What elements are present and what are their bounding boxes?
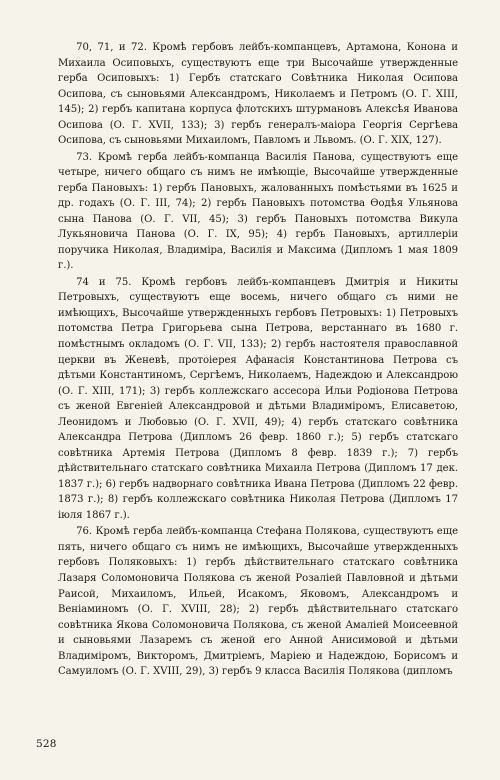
paragraph-osipovy: 70, 71, и 72. Кромѣ гербовъ лейбъ-компанцевъ, Артамона, Конона и Михаила Осиповыхъ, существуютъ еще три Высочайше утвержденные герба Осиповыхъ: 1) Гербъ статскаго Совѣтника Николая Осипова Осипова, съ сыновьями Александромъ, Николаемъ и Петромъ (О. Г. XIII, 145); 2) гербъ капитана корпуса флотскихъ штурмановъ Алексѣя Иванова Осипова (О. Г. XVII, 133); 3) гербъ генералъ-маіора Георгія Сергѣева Осипова, съ сыновьями Михаиломъ, Павломъ и Львомъ. (О. Г. XIX, 127). — [58, 42, 458, 147]
paragraph-polyakovy: 76. Кромѣ герба лейбъ-компанца Стефана Полякова, существуютъ еще пять, ничего общаго съ нимъ не имѣющихъ, Высочайше утвержденныхъ гербовъ Поляковыхъ: 1) гербъ дѣйствительнаго статскаго совѣтника Лазаря Соломоновича Полякова съ женой Розаліей Павловной и дѣтьми Раисой, Михаиломъ, Ильей, Исакомъ, Яковомъ, Александромъ и Веніаминомъ (О. Г. XVIII, 28); 2) гербъ дѣйствительнаго статскаго совѣтника Якова Соломоновича Полякова, съ женой Амаліей Моисеевной и сыновьями Лазаремъ съ женой его Анной Анисимовой и дѣтьми Владиміромъ, Викторомъ, Дмитріемъ, Маріею и Надеждою, Борисомъ и Самуиломъ (О. Г. XVIII, 29), 3) гербъ 9 класса Василія Полякова (дипломъ — [58, 526, 458, 678]
page-number: 528 — [36, 738, 57, 750]
paragraph-panovy: 73. Кромѣ герба лейбъ-компанца Василія Панова, существуютъ еще четыре, ничего общаго съ нимъ не имѣющіе, Высочайше утвержденные герба Пановыхъ: 1) гербъ Пановыхъ, жалованныхъ помѣстьями въ 1625 и др. годахъ (О. Г. III, 74); 2) гербъ Пановыхъ потомства Ѳодѣя Ульянова сына Панова (О. Г. VII, 45); 3) гербъ Пановыхъ потомства Викула Лукьяновича Панова (О. Г. IX, 95); 4) гербъ Пановыхъ, артиллеріи поручика Николая, Владиміра, Василія и Максима (Дипломъ 1 мая 1809 г.). — [58, 151, 458, 272]
text-body — [58, 40, 458, 680]
paragraph-petrovy: 74 и 75. Кромѣ гербовъ лейбъ-компанцевъ Дмитрія и Никиты Петровыхъ, существуютъ еще восемь, ничего общаго съ ними не имѣющихъ, Высочайше утвержденныхъ гербовъ Петровыхъ: 1) Петровыхъ потомства Петра Григорьева сына Петрова, верстаннаго въ 1680 г. помѣстнымъ окладомъ (О. Г. VII, 133); 2) гербъ настоятеля православной церкви въ Женевѣ, протоіерея Афанасія Константинова Петрова съ дѣтьми Константиномъ, Сергѣемъ, Николаемъ, Надеждою и Александрою (О. Г. XIII, 171); 3) гербъ коллежскаго ассесора Ильи Родіонова Петрова съ женой Евгеніей Александровой и дѣтьми Владиміромъ, Елисаветою, Леонидомъ и Любовью (О. Г. XVII, 49); 4) гербъ статскаго совѣтника Александра Петрова (Дипломъ 26 февр. 1860 г.); 5) гербъ статскаго совѣтника Артемія Петрова (Дипломъ 8 февр. 1839 г.); 7) гербъ дѣйствительнаго статскаго совѣтника Михаила Петрова (Дипломъ 17 дек. 1837 г.); 6) гербъ надворнаго совѣтника Ивана Петрова (Дипломъ 22 февр. 1873 г.); 8) гербъ коллежскаго совѣтника Николая Петрова (Дипломъ 17 іюля 1867 г.). — [58, 276, 458, 521]
